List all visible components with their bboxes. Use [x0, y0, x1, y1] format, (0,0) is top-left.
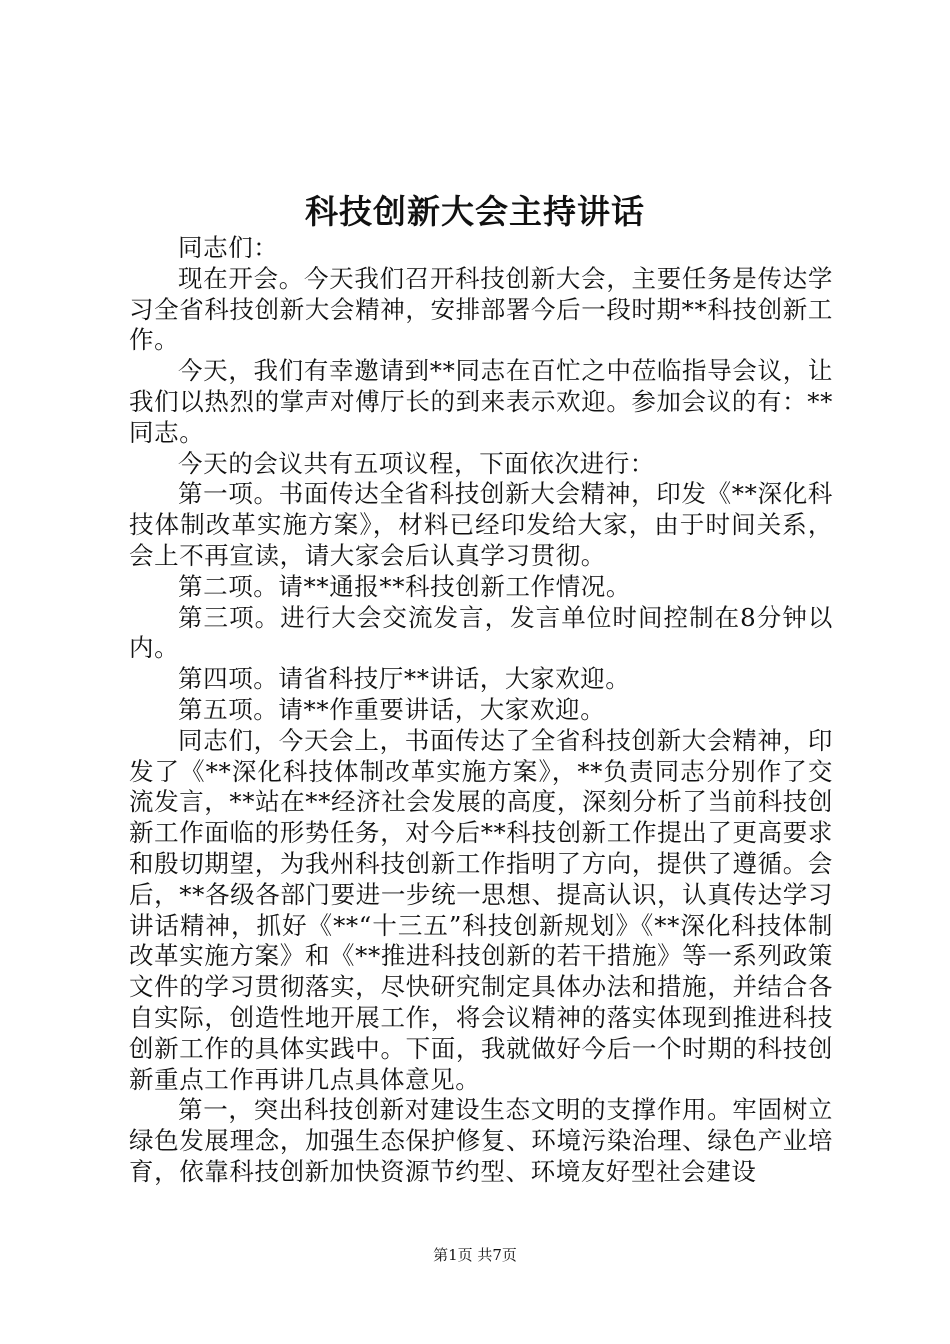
paragraph-salutation: 同志们： — [178, 233, 279, 262]
paragraph-agenda-item-3: 第三项。进行大会交流发言，发言单位时间控制在8分钟以内。 — [129, 602, 833, 663]
paragraph-summary: 同志们，今天会上，书面传达了全省科技创新大会精神，印发了《**深化科技体制改革实施方案》，**负责同志分别作了交流发言，**站在**经济社会发展的高度，深刻分析了当前科技创新工作面临的形势任务，对今后**科技创新工作提出了更高要求和殷切期望，为我州科技创新工作指明了方向，提供了遵循。会后，**各级各部门要进一步统一思想、提高认识，认真传达学习讲话精神，抓好《**“十三五”科技创新规划》《**深化科技体制改革实施方案》和《**推进科技创新的若干措施》等一系列政策文件的学习贯彻落实，尽快研究制定具体办法和措施，并结合各自实际，创造性地开展工作，将会议精神的落实体现到推进科技创新工作的具体实践中。下面，我就做好今后一个时期的科技创新重点工作再讲几点具体意见。 — [129, 725, 833, 1094]
document-body — [129, 233, 833, 1188]
paragraph-opening: 现在开会。今天我们召开科技创新大会，主要任务是传达学习全省科技创新大会精神，安排部署今后一段时期**科技创新工作。 — [129, 263, 833, 355]
paragraph-point-1: 第一，突出科技创新对建设生态文明的支撑作用。牢固树立绿色发展理念，加强生态保护修复、环境污染治理、绿色产业培育，依靠科技创新加快资源节约型、环境友好型社会建设 — [129, 1095, 833, 1186]
paragraph-welcome: 今天，我们有幸邀请到**同志在百忙之中莅临指导会议，让我们以热烈的掌声对傅厅长的到来表示欢迎。参加会议的有：**同志。 — [129, 356, 833, 447]
document-title: 科技创新大会主持讲话 — [305, 192, 645, 231]
paragraph-agenda-item-2: 第二项。请**通报**科技创新工作情况。 — [178, 571, 631, 601]
paragraph-agenda-intro: 今天的会议共有五项议程，下面依次进行： — [178, 448, 655, 478]
paragraph-agenda-item-4: 第四项。请省科技厅**讲话，大家欢迎。 — [178, 664, 631, 694]
paragraph-agenda-item-5: 第五项。请**作重要讲话，大家欢迎。 — [178, 694, 606, 724]
page-footer: 第1页 共7页 — [433, 1246, 517, 1264]
paragraph-agenda-item-1: 第一项。书面传达全省科技创新大会精神，印发《**深化科技体制改革实施方案》，材料已经印发给大家，由于时间关系，会上不再宣读，请大家会后认真学习贯彻。 — [129, 479, 833, 570]
